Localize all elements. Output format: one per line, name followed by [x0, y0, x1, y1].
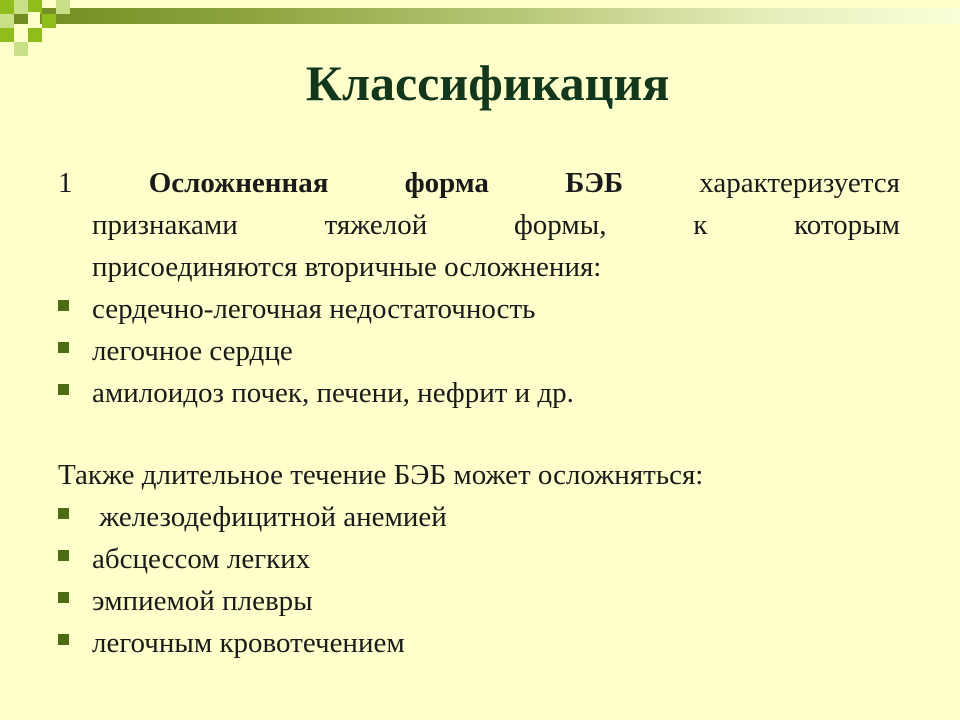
intro-line-2 [58, 204, 900, 246]
intro-word: формы, [514, 209, 607, 241]
intro-bold-word: Осложненная [148, 167, 329, 199]
intro-word: к [693, 209, 708, 241]
square-bullet-icon [58, 300, 69, 311]
slide-title: Классификация [305, 55, 670, 111]
intro-word: тяжелой [324, 209, 428, 241]
intro-number: 1 [58, 167, 73, 199]
square-bullet-icon [58, 342, 69, 353]
list-item: железодефицитной анемией [58, 496, 900, 538]
intro-line-1 [58, 162, 900, 204]
intro-word: признаками [92, 209, 238, 241]
intro-line-3: присоединяются вторичные осложнения: [92, 251, 602, 283]
list-item: абсцессом легких [58, 538, 900, 580]
header-gradient-bar [0, 8, 960, 24]
square-bullet-icon [58, 634, 69, 645]
slide-body [58, 162, 900, 664]
list-item: эмпиемой плевры [58, 580, 900, 622]
list-item: легочное сердце [58, 330, 900, 372]
square-bullet-icon [58, 508, 69, 519]
list-item: сердечно-легочная недостаточность [58, 288, 900, 330]
intro-bold-word: БЭБ [565, 167, 624, 199]
square-bullet-icon [58, 550, 69, 561]
square-bullet-icon [58, 384, 69, 395]
list-item: амилоидоз почек, печени, нефрит и др. [58, 372, 900, 414]
square-bullet-icon [58, 592, 69, 603]
intro-bold-word: форма [404, 167, 489, 199]
intro-word: которым [794, 209, 900, 241]
paragraph-2: Также длительное течение БЭБ может осложняться: [58, 459, 704, 491]
list-item: легочным кровотечением [58, 622, 900, 664]
intro-word: характеризуется [699, 167, 900, 199]
